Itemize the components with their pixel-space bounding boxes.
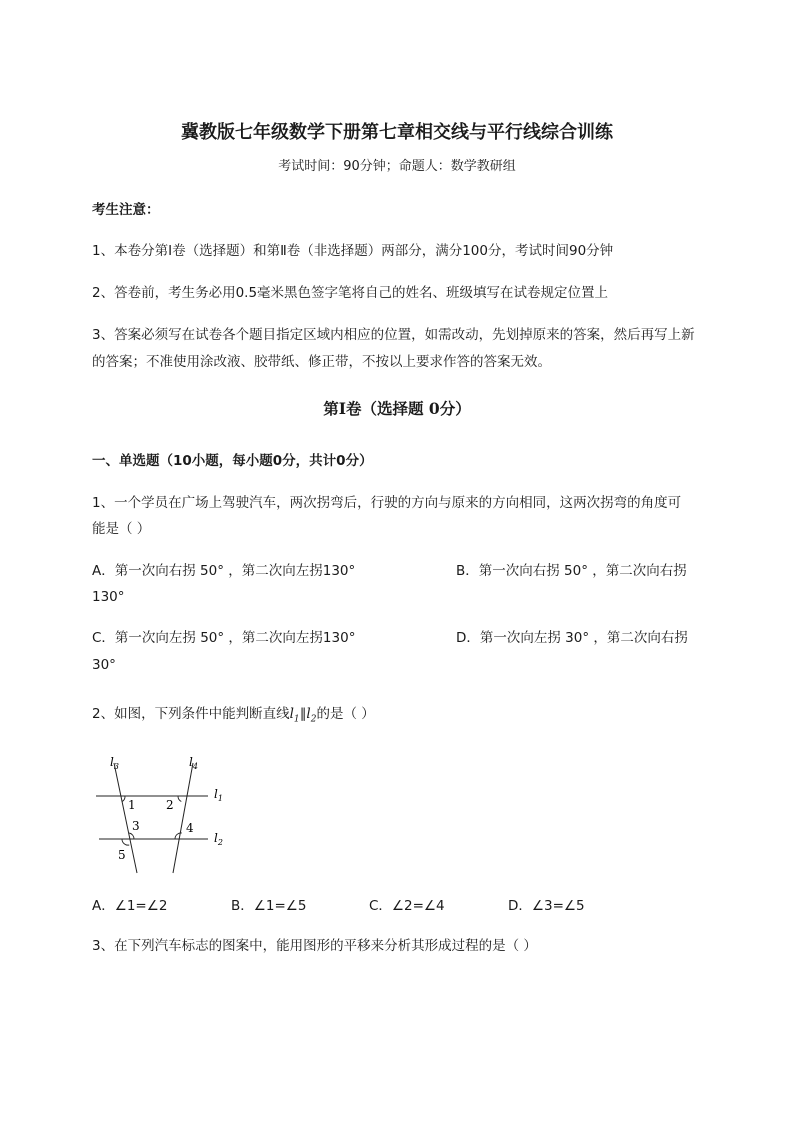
label-l4: $l_4$	[189, 755, 198, 771]
notice-item-3: 3、答案必须写在试卷各个题目指定区域内相应的位置，如需改动，先划掉原来的答案，然后再写上新	[92, 327, 695, 343]
notice-item-2: 2、答卷前，考生务必用0.5毫米黑色签字笔将自己的姓名、班级填写在试卷规定位置上	[92, 285, 609, 301]
parallel-symbol: ∥	[299, 706, 307, 722]
angle-2-label: 2	[166, 798, 174, 812]
q1-option-d-cont: 30°	[92, 657, 116, 673]
label-l3: $l_3$	[110, 755, 119, 771]
q1-option-b[interactable]: B．第一次向右拐 50° ，第二次向右拐	[456, 563, 687, 579]
exam-subtitle: 考试时间：90分钟；命题人：数学教研组	[278, 159, 516, 174]
q2-stem-prefix: 2、如图，下列条件中能判断直线	[92, 706, 290, 722]
q2-l1: $l_1$	[289, 706, 300, 725]
angle-3-label: 3	[132, 819, 140, 833]
q2-l2: $l_2$	[306, 706, 317, 725]
notice-heading: 考生注意：	[92, 202, 160, 218]
angle-4-arc	[175, 833, 182, 839]
q1-stem-line1: 1、一个学员在广场上驾驶汽车，两次拐弯后，行驶的方向与原来的方向相同，这两次拐弯的角度可	[92, 495, 682, 511]
q1-stem-line2: 能是（ ）	[92, 521, 151, 537]
q2-option-c[interactable]: C．∠2=∠4	[369, 898, 445, 914]
line-l4	[173, 763, 193, 873]
q2-stem	[92, 705, 375, 729]
q2-stem-suffix: 的是（ ）	[316, 706, 375, 722]
q2-option-d[interactable]: D．∠3=∠5	[508, 898, 585, 914]
q2-figure	[96, 752, 246, 877]
q3-stem: 3、在下列汽车标志的图案中，能用图形的平移来分析其形成过程的是（ ）	[92, 938, 537, 954]
notice-item-3-cont: 的答案；不准使用涂改液、胶带纸、修正带，不按以上要求作答的答案无效。	[92, 354, 551, 370]
notice-item-1: 1、本卷分第I卷（选择题）和第Ⅱ卷（非选择题）两部分，满分100分，考试时间90分钟	[92, 243, 614, 259]
angle-2-arc	[178, 796, 181, 802]
q2-option-b[interactable]: B．∠1=∠5	[231, 898, 307, 914]
part-heading: 一、单选题（10小题，每小题0分，共计0分）	[92, 453, 373, 469]
angle-1-label: 1	[128, 798, 136, 812]
q1-option-b-cont: 130°	[92, 589, 125, 605]
angle-1-arc	[122, 796, 125, 802]
q1-option-d[interactable]: D．第一次向左拐 30° ，第二次向右拐	[456, 630, 688, 646]
label-l2: $l_2$	[214, 831, 223, 847]
section-title: 第I卷（选择题 0分）	[323, 399, 471, 418]
exam-title: 冀教版七年级数学下册第七章相交线与平行线综合训练	[181, 122, 613, 143]
q2-option-a[interactable]: A．∠1=∠2	[92, 898, 168, 914]
angle-5-arc	[122, 839, 129, 845]
label-l1: $l_1$	[214, 787, 223, 803]
q1-option-a[interactable]: A．第一次向右拐 50° ，第二次向左拐130°	[92, 563, 356, 579]
angle-4-label: 4	[186, 821, 194, 835]
angle-5-label: 5	[118, 848, 126, 862]
q1-option-c[interactable]: C．第一次向左拐 50° ，第二次向左拐130°	[92, 630, 356, 646]
